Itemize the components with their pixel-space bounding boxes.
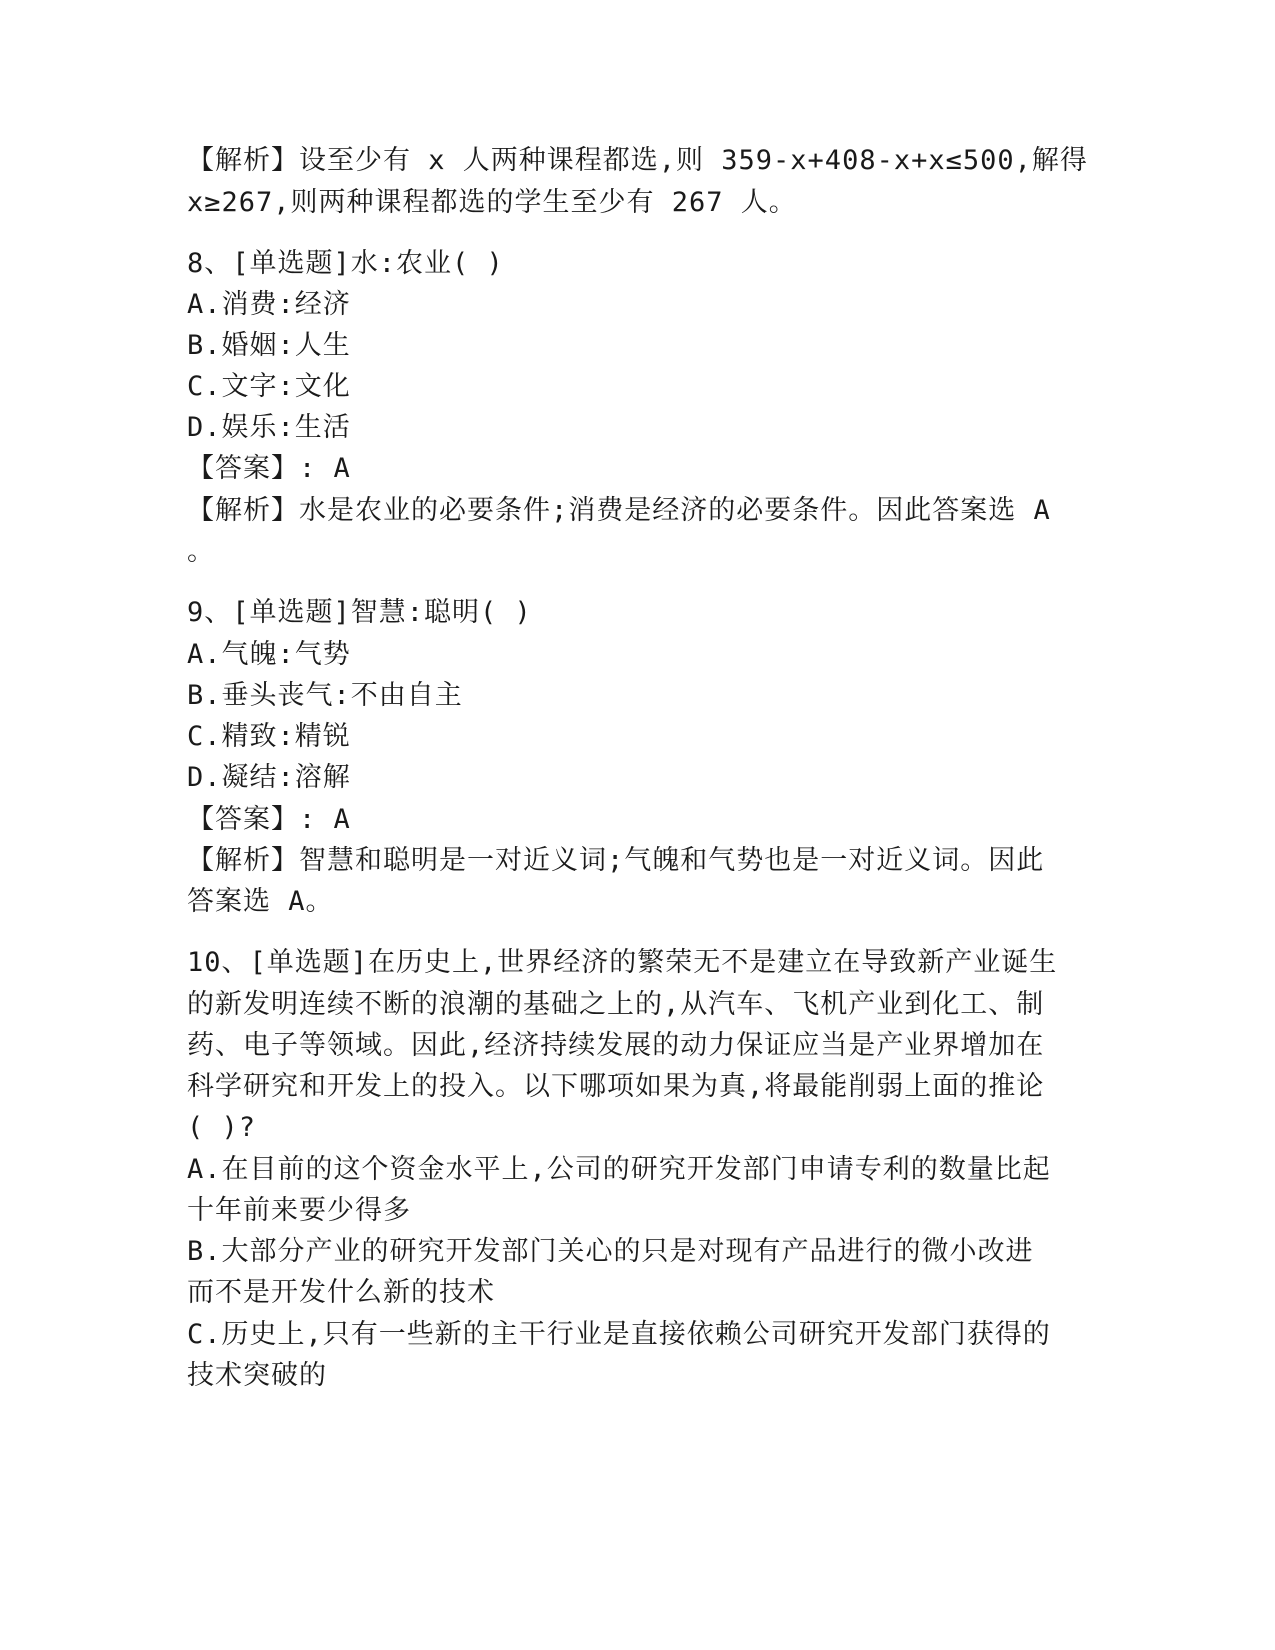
- question-stem: 9、[单选题]智慧:聪明( ): [187, 597, 532, 628]
- analysis-text: 【解析】智慧和聪明是一对近义词;气魄和气势也是一对近义词。因此: [187, 845, 1045, 876]
- option-b: B.婚姻:人生: [187, 330, 351, 361]
- option-d: D.娱乐:生活: [187, 412, 351, 443]
- analysis-text: 答案选 A。: [187, 886, 334, 917]
- analysis-text: 【解析】设至少有 x 人两种课程都选,则 359-x+408-x+x≤500,解得: [187, 145, 1088, 176]
- option-d: D.凝结:溶解: [187, 762, 351, 793]
- analysis-text: 【解析】水是农业的必要条件;消费是经济的必要条件。因此答案选 A: [187, 495, 1051, 526]
- option-a: A.在目前的这个资金水平上,公司的研究开发部门申请专利的数量比起: [187, 1154, 1051, 1185]
- option-b: B.大部分产业的研究开发部门关心的只是对现有产品进行的微小改进: [187, 1236, 1034, 1267]
- question-stem: 10、[单选题]在历史上,世界经济的繁荣无不是建立在导致新产业诞生: [187, 947, 1058, 978]
- option-c: C.历史上,只有一些新的主干行业是直接依赖公司研究开发部门获得的: [187, 1319, 1051, 1350]
- question-stem: 的新发明连续不断的浪潮的基础之上的,从汽车、飞机产业到化工、制: [187, 989, 1045, 1020]
- option-b: B.垂头丧气:不由自主: [187, 680, 463, 711]
- question-stem: 科学研究和开发上的投入。以下哪项如果为真,将最能削弱上面的推论: [187, 1071, 1045, 1102]
- option-a: A.气魄:气势: [187, 639, 351, 670]
- question-stem: ( )?: [187, 1112, 257, 1143]
- analysis-text: x≥267,则两种课程都选的学生至少有 267 人。: [187, 187, 797, 218]
- question-stem: 8、[单选题]水:农业( ): [187, 248, 504, 279]
- option-a: 十年前来要少得多: [187, 1195, 411, 1226]
- analysis-text: 。: [187, 536, 215, 567]
- question-stem: 药、电子等领域。因此,经济持续发展的动力保证应当是产业界增加在: [187, 1030, 1045, 1061]
- option-a: A.消费:经济: [187, 289, 351, 320]
- answer-text: 【答案】: A: [187, 804, 351, 835]
- option-c: C.精致:精锐: [187, 721, 351, 752]
- option-c: 技术突破的: [187, 1360, 327, 1391]
- option-b: 而不是开发什么新的技术: [187, 1277, 495, 1308]
- answer-text: 【答案】: A: [187, 453, 351, 484]
- option-c: C.文字:文化: [187, 371, 351, 402]
